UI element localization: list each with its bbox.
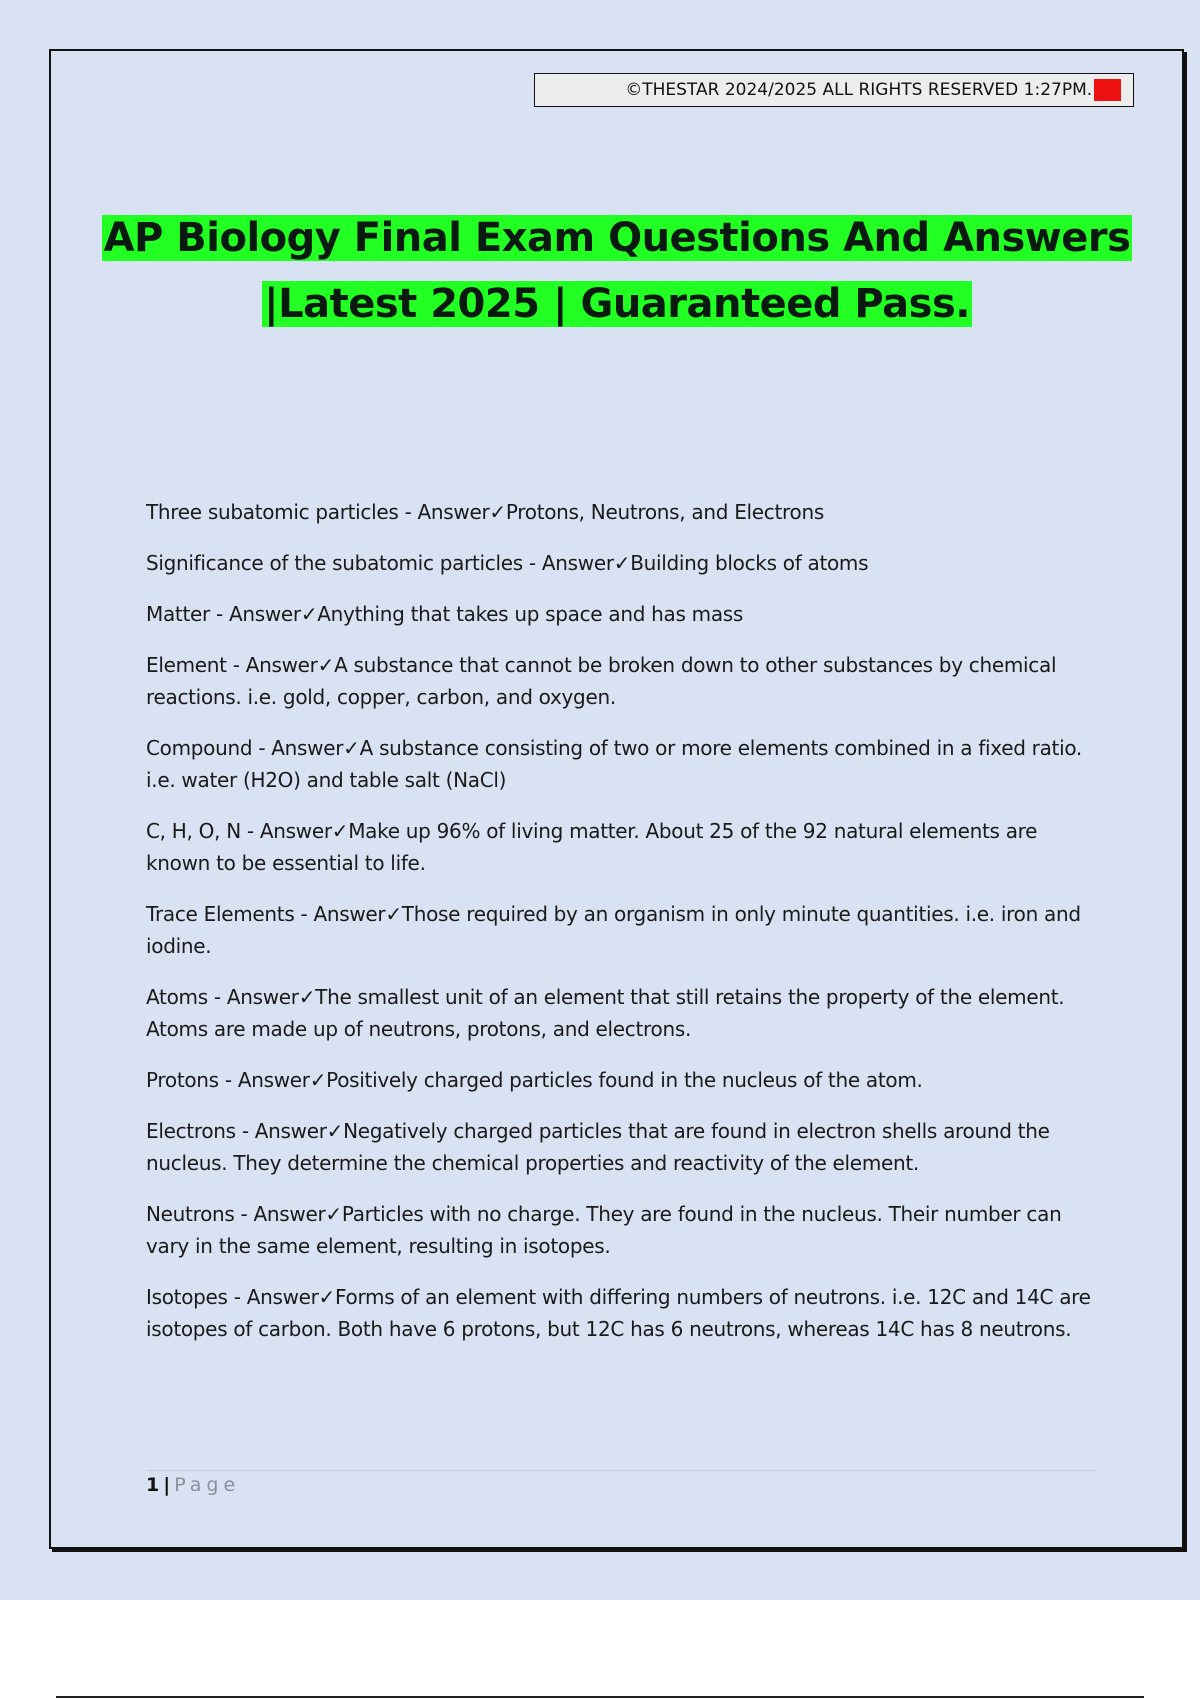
qa-term: Significance of the subatomic particles: [146, 551, 523, 575]
qa-term: Compound: [146, 736, 253, 760]
qa-answer: Make up 96% of living matter. About 25 of the 92 natural elements are known to be essential to life.: [146, 819, 1038, 875]
qa-sep: - Answer✓: [234, 1202, 342, 1226]
qa-item: [146, 598, 1096, 630]
qa-term: Isotopes: [146, 1285, 228, 1309]
page-separator: |: [163, 1474, 171, 1496]
qa-item: [146, 898, 1096, 962]
qa-term: Neutrons: [146, 1202, 235, 1226]
qa-term: Trace Elements: [146, 902, 295, 926]
grade-badge: A+: [1096, 81, 1119, 99]
copyright-text: ©THESTAR 2024/2025 ALL RIGHTS RESERVED 1:27PM.: [625, 80, 1093, 100]
qa-answer: The smallest unit of an element that still retains the property of the element. Atoms are made up of neutrons, protons, and electrons.: [146, 985, 1065, 1041]
qa-answer: Anything that takes up space and has mass: [317, 602, 744, 626]
qa-answer: A substance consisting of two or more elements combined in a fixed ratio. i.e. water (H2O) and table salt (NaCl): [146, 736, 1082, 792]
qa-item: [146, 1115, 1096, 1179]
title-line-1: AP Biology Final Exam Questions And Answers: [103, 215, 1131, 261]
qa-item: [146, 496, 1096, 528]
qa-term: C, H, O, N: [146, 819, 241, 843]
qa-item: [146, 732, 1096, 796]
qa-item: [146, 1198, 1096, 1262]
qa-sep: - Answer✓: [207, 985, 316, 1009]
qa-item: [146, 1281, 1096, 1345]
qa-sep: - Answer✓: [227, 1285, 336, 1309]
qa-answer: Negatively charged particles that are found in electron shells around the nucleus. They determine the chemical properties and reactivity of the element.: [146, 1119, 1050, 1175]
document-title: [60, 205, 1174, 337]
title-line-2: |Latest 2025 | Guaranteed Pass.: [264, 281, 970, 327]
page-footer: [146, 1474, 240, 1496]
qa-answer: Protons, Neutrons, and Electrons: [505, 500, 824, 524]
qa-answer: Particles with no charge. They are found in the nucleus. Their number can vary in the same element, resulting in isotopes.: [146, 1202, 1062, 1258]
qa-term: Element: [146, 653, 227, 677]
qa-sep: - Answer✓: [218, 1068, 327, 1092]
qa-sep: - Answer✓: [294, 902, 402, 926]
copyright-banner: [534, 73, 1134, 107]
qa-answer: Positively charged particles found in the nucleus of the atom.: [326, 1068, 923, 1092]
qa-sep: - Answer✓: [522, 551, 631, 575]
qa-answer: A substance that cannot be broken down to other substances by chemical reactions. i.e. gold, copper, carbon, and oxygen.: [146, 653, 1057, 709]
qa-term: Protons: [146, 1068, 219, 1092]
qa-item: [146, 649, 1096, 713]
qa-sep: - Answer✓: [209, 602, 318, 626]
qa-item: [146, 981, 1096, 1045]
qa-sep: - Answer✓: [398, 500, 506, 524]
qa-answer: Forms of an element with differing numbers of neutrons. i.e. 12C and 14C are isotopes of carbon. Both have 6 protons, but 12C has 6 neutrons, whereas 14C has 8 neutrons.: [146, 1285, 1091, 1341]
qa-item: [146, 815, 1096, 879]
qa-item: [146, 1064, 1096, 1096]
page-number: 1: [146, 1474, 160, 1496]
qa-sep: - Answer✓: [235, 1119, 344, 1143]
qa-sep: - Answer✓: [226, 653, 335, 677]
qa-term: Matter: [146, 602, 210, 626]
qa-term: Electrons: [146, 1119, 236, 1143]
qa-term: Atoms: [146, 985, 208, 1009]
page-label: Page: [174, 1474, 241, 1496]
qa-answer: Those required by an organism in only minute quantities. i.e. iron and iodine.: [146, 902, 1081, 958]
qa-answer: Building blocks of atoms: [630, 551, 869, 575]
footer-divider: [146, 1470, 1096, 1471]
qa-list: [146, 496, 1096, 1364]
qa-item: [146, 547, 1096, 579]
qa-sep: - Answer✓: [240, 819, 349, 843]
qa-sep: - Answer✓: [252, 736, 360, 760]
qa-term: Three subatomic particles: [146, 500, 399, 524]
bottom-divider: [56, 1696, 1144, 1698]
